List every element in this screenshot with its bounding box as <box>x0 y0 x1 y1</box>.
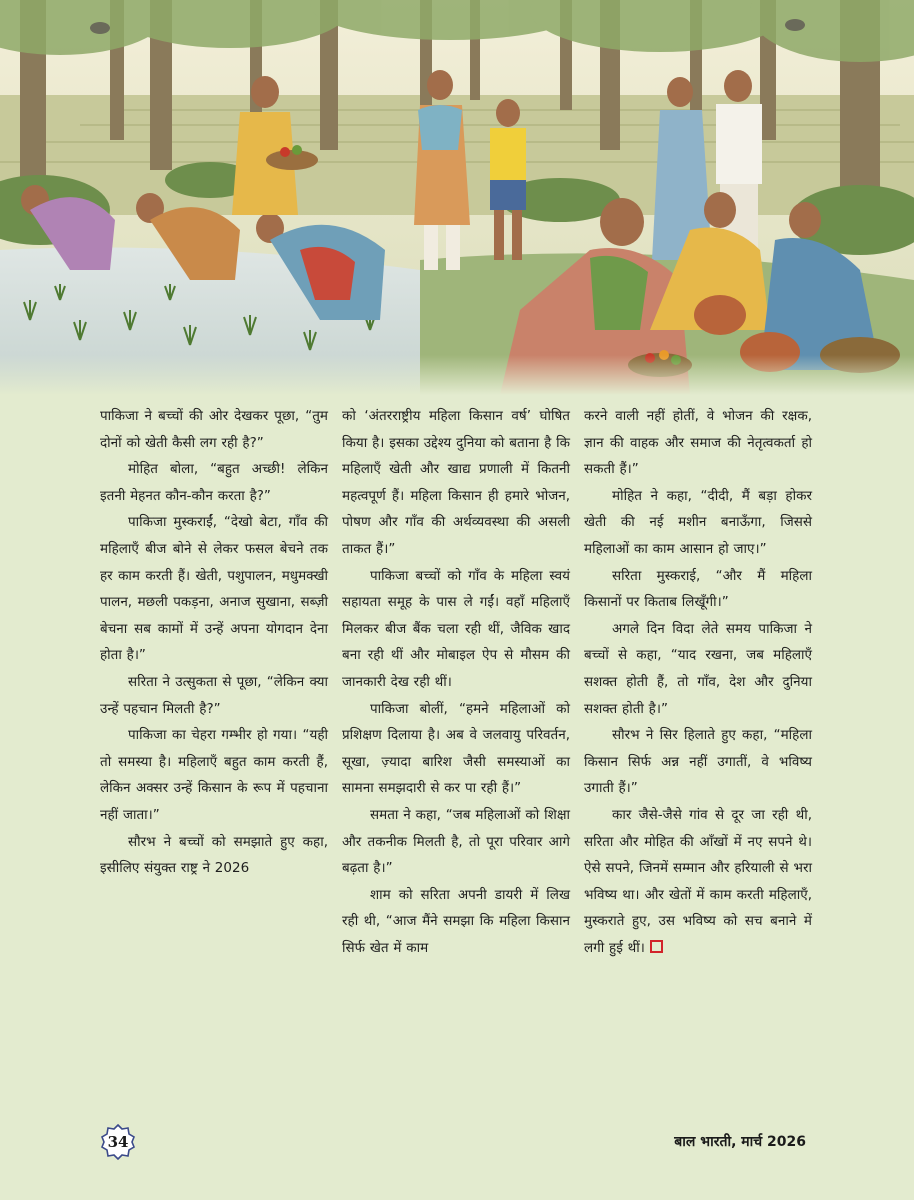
paragraph: को ‘अंतरराष्ट्रीय महिला किसान वर्ष’ घोषित किया है। इसका उद्देश्य दुनिया को बताना है कि महिलाएँ खेती और खाद्य प्रणाली में कितनी महत्वपूर्ण हैं। महिला किसान ही हमारे भोजन, पोषण और गाँव की अर्थव्यवस्था की असली ताकत हैं।” <box>342 408 570 557</box>
story-illustration <box>0 0 914 395</box>
story-text-columns <box>100 403 812 961</box>
paragraph: सौरभ ने सिर हिलाते हुए कहा, “महिला किसान सिर्फ अन्न नहीं उगातीं, वे भविष्य उगाती हैं।” <box>584 727 812 797</box>
text-column-3 <box>584 403 812 961</box>
paragraph: पाकिजा ने बच्चों की ओर देखकर पूछा, “तुम दोनों को खेती कैसी लग रही है?” <box>100 408 328 451</box>
paragraph: पाकिजा बच्चों को गाँव के महिला स्वयं सहायता समूह के पास ले गईं। वहाँ महिलाएँ मिलकर बीज बैंक चला रही थीं, जैविक खाद बना रही थीं और मोबाइल ऐप से मौसम की जानकारी देख रही थीं। <box>342 567 570 690</box>
magazine-footer: बाल भारती, मार्च 2026 <box>674 1134 806 1150</box>
paragraph: अगले दिन विदा लेते समय पाकिजा ने बच्चों से कहा, “याद रखना, जब महिलाएँ सशक्त होती हैं, तो गाँव, देश और दुनिया सशक्त होती है।” <box>584 620 812 717</box>
paragraph: मोहित बोला, “बहुत अच्छी! लेकिन इतनी मेहनत कौन-कौन करता है?” <box>100 461 328 504</box>
page-number: 34 <box>107 1133 129 1151</box>
paragraph: पाकिजा का चेहरा गम्भीर हो गया। “यही तो समस्या है। महिलाएँ बहुत काम करती हैं, लेकिन अक्सर उन्हें किसान के रूप में पहचाना नहीं जाता।” <box>100 727 328 823</box>
text-column-2 <box>342 403 570 961</box>
text-column-1 <box>100 403 328 961</box>
paragraph: सरिता मुस्कराई, “और मैं महिला किसानों पर किताब लिखूँगी।” <box>584 567 812 611</box>
paragraph: मोहित ने कहा, “दीदी, मैं बड़ा होकर खेती की नई मशीन बनाऊँगा, जिससे महिलाओं का काम आसान हो जाए।” <box>584 487 812 557</box>
paragraph: सौरभ ने बच्चों को समझाते हुए कहा, इसीलिए संयुक्त राष्ट्र ने 2026 <box>100 833 328 877</box>
paragraph: शाम को सरिता अपनी डायरी में लिख रही थी, “आज मैंने समझा कि महिला किसान सिर्फ खेत में काम <box>342 886 570 956</box>
paragraph: पाकिजा बोलीं, “हमने महिलाओं को प्रशिक्षण दिलाया है। अब वे जलवायु परिवर्तन, सूखा, ज़्यादा बारिश जैसी समस्याओं का सामना समझदारी से कर पा रही हैं।” <box>342 700 570 797</box>
paragraph: करने वाली नहीं होतीं, वे भोजन की रक्षक, ज्ञान की वाहक और समाज की नेतृत्वकर्ता हो सकती हैं।” <box>584 408 812 478</box>
paragraph-last <box>584 802 812 962</box>
paragraph: पाकिजा मुस्कराईं, “देखो बेटा, गाँव की महिलाएँ बीज बोने से लेकर फसल बेचने तक हर काम करती हैं। खेती, पशुपालन, मधुमक्खी पालन, मछली पकड़ना, अनाज सुखाना, सब्ज़ी बेचना सब कामों में उन्हें अपना योगदान देना होता है।” <box>100 514 328 664</box>
end-of-story-icon <box>650 940 663 953</box>
paragraph: समता ने कहा, “जब महिलाओं को शिक्षा और तकनीक मिलती है, तो पूरा परिवार आगे बढ़ता है।” <box>342 806 570 877</box>
paragraph-text: कार जैसे-जैसे गांव से दूर जा रही थी, सरिता और मोहित की आँखों में नए सपने थे। ऐसे सपने, जिनमें सम्मान और हरियाली से भरा भविष्य था। और खेतों में काम करती महिलाएँ, मुस्कराते हुए, उस भविष्य को सच बनाने में लगी हुई थीं। <box>584 806 812 956</box>
paragraph: सरिता ने उत्सुकता से पूछा, “लेकिन क्या उन्हें पहचान मिलती है?” <box>100 673 328 717</box>
